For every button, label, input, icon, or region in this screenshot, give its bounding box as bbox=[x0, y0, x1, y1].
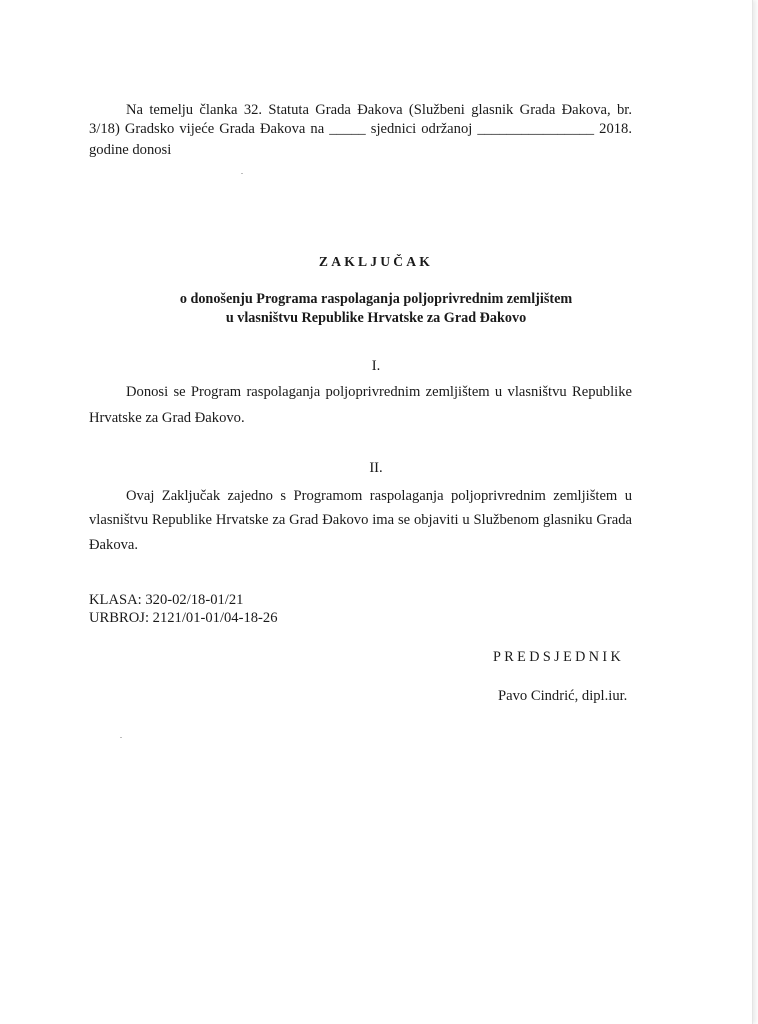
article-2-line-2: vlasništvu Republike Hrvatske za Grad Đakovo ima se objaviti u Službenom glasniku Grada bbox=[89, 512, 632, 528]
article-2-line-3: Đakova. bbox=[89, 537, 139, 553]
preamble-line-2: 3/18) Gradsko vijeće Grada Đakova na _____ sjednici održanoj ________________ 2018. bbox=[89, 121, 632, 137]
subtitle-line-1: o donošenju Programa raspolaganja poljoprivrednim zemljištem bbox=[179, 291, 573, 307]
preamble-line-1: Na temelju članka 32. Statuta Grada Đakova (Službeni glasnik Grada Đakova, br. bbox=[126, 102, 632, 118]
preamble-line-3: godine donosi bbox=[89, 142, 172, 158]
klasa-reference: KLASA: 320-02/18-01/21 bbox=[89, 592, 244, 608]
article-1-line-1: Donosi se Program raspolaganja poljoprivrednim zemljištem u vlasništvu Republike bbox=[126, 384, 632, 400]
article-1-number: I. bbox=[371, 358, 381, 374]
urbroj-reference: URBROJ: 2121/01-01/04-18-26 bbox=[89, 610, 278, 626]
article-2-number: II. bbox=[369, 460, 383, 476]
article-1-line-2: Hrvatske za Grad Đakovo. bbox=[89, 410, 245, 426]
scan-speck bbox=[241, 173, 243, 174]
article-2-line-1: Ovaj Zaključak zajedno s Programom raspolaganja poljoprivrednim zemljištem u bbox=[126, 488, 632, 504]
scan-speck bbox=[120, 737, 122, 738]
signature-role: PREDSJEDNIK bbox=[493, 649, 625, 665]
document-title: ZAKLJUČAK bbox=[318, 254, 434, 269]
subtitle-line-2: u vlasništvu Republike Hrvatske za Grad Đakovo bbox=[225, 310, 527, 326]
signature-name: Pavo Cindrić, dipl.iur. bbox=[498, 688, 628, 704]
